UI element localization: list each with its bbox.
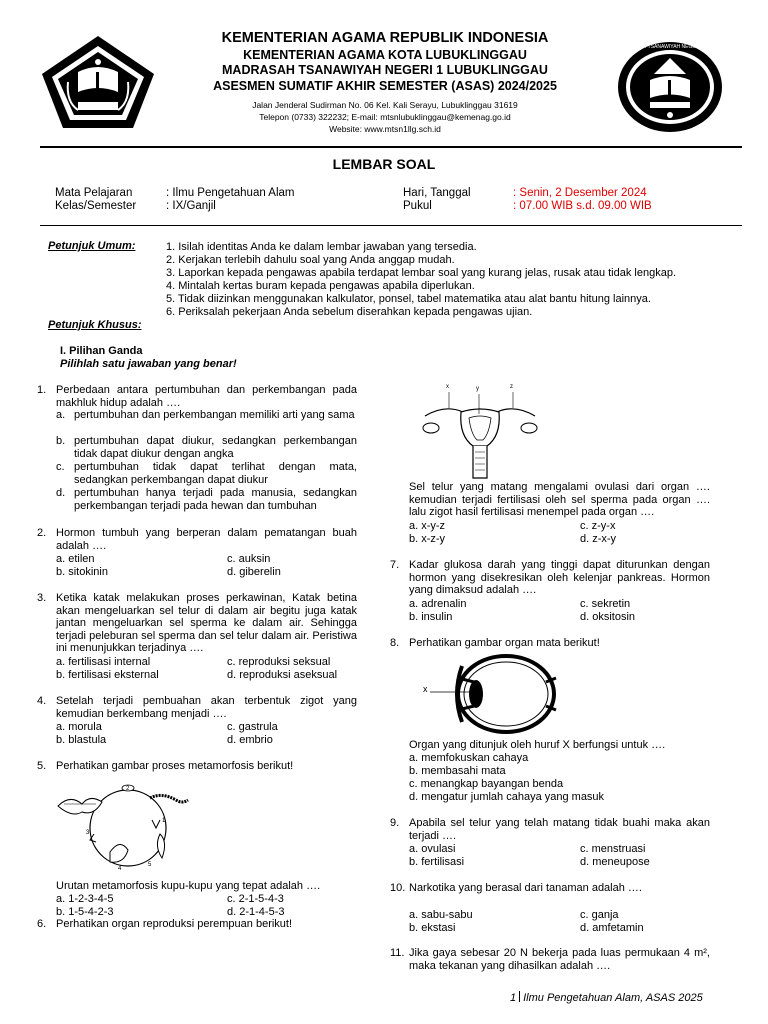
option-d[interactable]: d. oksitosin	[580, 611, 636, 623]
question-text: Apabila sel telur yang telah matang tidak buahi maka akan terjadi ….	[409, 817, 710, 842]
option-b[interactable]: b. blastula	[56, 734, 107, 746]
option-a[interactable]: a. adrenalin	[409, 598, 467, 610]
instruction-item: 2. Kerjakan terlebih dahulu soal yang Anda anggap mudah.	[166, 254, 455, 266]
uterus-figure	[415, 386, 545, 482]
option-d[interactable]: d. embrio	[227, 734, 273, 746]
question-number: 3.	[37, 592, 47, 604]
question-text: Narkotika yang berasal dari tanaman adalah ….	[409, 882, 642, 894]
class-label: Kelas/Semester	[55, 200, 137, 212]
kop-line-2: KEMENTERIAN AGAMA KOTA LUBUKLINGGAU	[243, 48, 527, 62]
option-d[interactable]: d. mengatur jumlah cahaya yang masuk	[409, 791, 605, 803]
option-c[interactable]: c. 2-1-5-4-3	[227, 893, 284, 905]
option-b[interactable]: b. 1-5-4-2-3	[56, 906, 114, 918]
instruction-item: 6. Periksalah pekerjaan Anda sebelum diserahkan kepada pengawas ujian.	[166, 306, 533, 318]
instruction-item: 4. Mintalah kertas buram kepada pengawas apabila diperlukan.	[166, 280, 475, 292]
figure-label: 2	[126, 786, 130, 792]
option-c[interactable]: c. reproduksi seksual	[227, 656, 331, 668]
petunjuk-khusus-label: Petunjuk Khusus:	[48, 319, 142, 331]
option-c[interactable]: c. ganja	[580, 909, 619, 921]
meta-rule	[40, 225, 742, 226]
footer-separator	[519, 991, 520, 1002]
kop-phone-email: Telepon (0733) 322232; E-mail: mtsnlubuklinggau@kemenag.go.id	[259, 112, 511, 122]
option-letter[interactable]: d.	[56, 487, 66, 499]
question-stem: Organ yang ditunjuk oleh huruf X berfungsi untuk ….	[409, 739, 666, 751]
option-d[interactable]: d. meneupose	[580, 856, 650, 868]
option-a[interactable]: a. sabu-sabu	[409, 909, 473, 921]
question-text: Ketika katak melakukan proses perkawinan, Katak betina akan mengeluarkan sel telur di dalam air begitu juga katak jantan mengeluarkan sel sperma ke dalam air. Sehingga terjadi peleburan sel sperma dan sel telur dalam air. Peristiwa ini menunjukkan terjadinya ….	[56, 592, 357, 655]
option-letter[interactable]: a.	[56, 409, 66, 421]
option-a[interactable]: a. etilen	[56, 553, 95, 565]
page-title: LEMBAR SOAL	[332, 156, 436, 172]
instruction-item: 5. Tidak diizinkan menggunakan kalkulator, ponsel, tabel matematika atau alat bantu hitung lainnya.	[166, 293, 651, 305]
subject-label: Mata Pelajaran	[55, 187, 133, 199]
question-number: 11.	[390, 947, 405, 959]
option-b[interactable]: pertumbuhan dapat diukur, sedangkan perkembangan tidak dapat diukur dengan angka	[74, 435, 357, 460]
question-number: 6.	[37, 918, 47, 930]
option-b[interactable]: b. fertilisasi eksternal	[56, 669, 159, 681]
time-label: Pukul	[403, 200, 432, 212]
option-a[interactable]: a. morula	[56, 721, 102, 733]
option-a[interactable]: a. 1-2-3-4-5	[56, 893, 114, 905]
eye-figure	[418, 652, 558, 736]
option-c[interactable]: c. sekretin	[580, 598, 631, 610]
kop-address: Jalan Jenderal Sudirman No. 06 Kel. Kali Serayu, Lubuklinggau 31619	[252, 100, 518, 110]
date-label: Hari, Tanggal	[403, 187, 471, 199]
question-number: 7.	[390, 559, 400, 571]
option-a[interactable]: a. ovulasi	[409, 843, 456, 855]
question-text: Setelah terjadi pembuahan akan terbentuk zigot yang kemudian berkembang menjadi ….	[56, 695, 357, 720]
right-logo-text: MADRASAH TSANAWIYAH NEGERI 1 LUBUKLINGGAU	[618, 44, 746, 50]
option-letter[interactable]: b.	[56, 435, 66, 447]
option-a[interactable]: pertumbuhan dan perkembangan memiliki arti yang sama	[74, 409, 355, 421]
option-c[interactable]: c. z-y-x	[580, 520, 616, 532]
metamorphosis-figure	[50, 776, 200, 876]
kop-line-1: KEMENTERIAN AGAMA REPUBLIK INDONESIA	[221, 30, 549, 46]
option-c[interactable]: c. menstruasi	[580, 843, 646, 855]
question-text: Kadar glukosa darah yang tinggi dapat diturunkan dengan hormon yang disekresikan oleh kelenjar pankreas. Hormon yang dimaksud adalah ….	[409, 559, 710, 597]
kop-website: Website: www.mtsn1llg.sch.id	[329, 124, 441, 134]
left-logo-text: IKHLAS BERAMAL	[80, 97, 116, 102]
question-text: Perhatikan organ reproduksi perempuan berikut!	[56, 918, 293, 930]
figure-label: y	[476, 386, 479, 392]
question-number: 8.	[390, 637, 400, 649]
question-number: 10.	[390, 882, 406, 894]
petunjuk-umum-label: Petunjuk Umum:	[48, 240, 136, 252]
section-instruction: Pilihlah satu jawaban yang benar!	[60, 358, 237, 370]
figure-label: x	[446, 384, 449, 390]
option-d[interactable]: d. giberelin	[227, 566, 281, 578]
question-number: 1.	[37, 384, 47, 396]
figure-label: 4	[118, 866, 122, 872]
option-b[interactable]: b. sitokinin	[56, 566, 108, 578]
date-value: : Senin, 2 Desember 2024	[513, 187, 647, 199]
option-d[interactable]: d. 2-1-4-5-3	[227, 906, 285, 918]
option-b[interactable]: b. x-z-y	[409, 533, 446, 545]
time-value: : 07.00 WIB s.d. 09.00 WIB	[513, 200, 652, 212]
subject-value: : Ilmu Pengetahuan Alam	[166, 187, 295, 199]
question-stem: Sel telur yang matang mengalami ovulasi dari organ …. kemudian terjadi fertilisasi oleh sel sperma pada organ …. lalu zigot hasil fertilisasi menempel pada organ ….	[409, 481, 710, 519]
class-value: : IX/Ganjil	[166, 200, 216, 212]
footer-text: Ilmu Pengetahuan Alam, ASAS 2025	[523, 992, 703, 1004]
option-letter[interactable]: c.	[56, 461, 65, 473]
option-c[interactable]: c. gastrula	[227, 721, 278, 733]
question-text: Hormon tumbuh yang berperan dalam pematangan buah adalah ….	[56, 527, 357, 552]
kop-line-3: MADRASAH TSANAWIYAH NEGERI 1 LUBUKLINGGAU	[222, 63, 548, 77]
header-rule	[40, 146, 742, 148]
kop-line-4: ASESMEN SUMATIF AKHIR SEMESTER (ASAS) 2024/2025	[213, 79, 557, 93]
option-b[interactable]: b. membasahi mata	[409, 765, 506, 777]
figure-label: z	[510, 384, 513, 390]
option-d[interactable]: d. reproduksi aseksual	[227, 669, 338, 681]
question-text: Perbedaan antara pertumbuhan dan perkembangan pada makhluk hidup adalah ….	[56, 384, 357, 409]
question-number: 5.	[37, 760, 47, 772]
page-number: 1	[510, 992, 517, 1004]
question-stem: Urutan metamorfosis kupu-kupu yang tepat adalah ….	[56, 880, 321, 892]
option-a[interactable]: a. memfokuskan cahaya	[409, 752, 529, 764]
figure-label: 1	[162, 818, 166, 824]
left-logo	[38, 32, 158, 132]
question-number: 2.	[37, 527, 47, 539]
question-text: Jika gaya sebesar 20 N bekerja pada luas permukaan 4 m², maka tekanan yang dihasilkan adalah ….	[409, 947, 710, 972]
instruction-item: 1. Isilah identitas Anda ke dalam lembar jawaban yang tersedia.	[166, 241, 477, 253]
option-c[interactable]: c. menangkap bayangan benda	[409, 778, 564, 790]
option-d[interactable]: d. z-x-y	[580, 533, 617, 545]
question-text: Perhatikan gambar organ mata berikut!	[409, 637, 600, 649]
instruction-item: 3. Laporkan kepada pengawas apabila terdapat lembar soal yang kurang jelas, rusak atau tidak lengkap.	[166, 267, 677, 279]
option-c[interactable]: c. auksin	[227, 553, 271, 565]
question-text: Perhatikan gambar proses metamorfosis berikut!	[56, 760, 294, 772]
option-b[interactable]: b. fertilisasi	[409, 856, 465, 868]
question-number: 4.	[37, 695, 47, 707]
option-a[interactable]: a. fertilisasi internal	[56, 656, 151, 668]
option-d[interactable]: pertumbuhan hanya terjadi pada manusia, sedangkan perkembangan terjadi pada hewan dan tumbuhan	[74, 487, 357, 512]
figure-label: 5	[148, 862, 152, 868]
option-c[interactable]: pertumbuhan tidak dapat terlihat dengan mata, sedangkan perkembangan dapat diukur	[74, 461, 357, 486]
right-logo	[616, 40, 746, 135]
question-number: 9.	[390, 817, 400, 829]
option-b[interactable]: b. insulin	[409, 611, 453, 623]
section-title: I. Pilihan Ganda	[60, 345, 143, 357]
option-b[interactable]: b. ekstasi	[409, 922, 456, 934]
figure-label: x	[423, 684, 428, 694]
page-footer	[510, 991, 703, 1004]
option-a[interactable]: a. x-y-z	[409, 520, 446, 532]
option-d[interactable]: d. amfetamin	[580, 922, 644, 934]
figure-label: 3	[86, 830, 90, 836]
